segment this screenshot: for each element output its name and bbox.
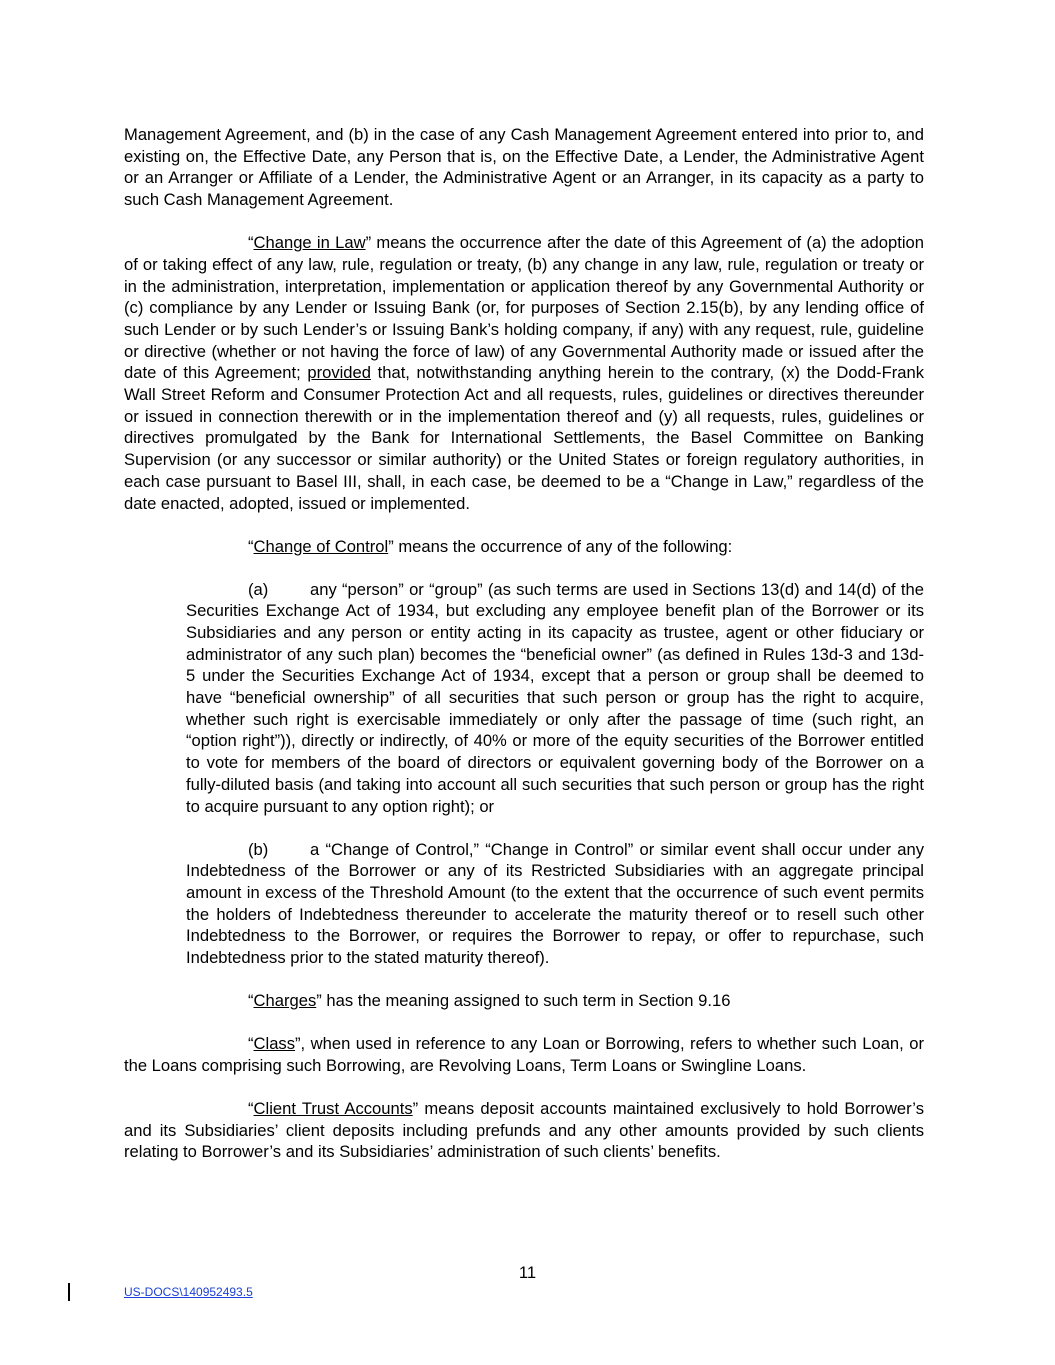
open-quote: “	[248, 1034, 254, 1054]
definition-text: ” has the meaning assigned to such term in Section 9.16	[316, 991, 731, 1011]
definition-text: ” means the occurrence of any of the following:	[388, 536, 733, 556]
definition-class	[124, 1033, 924, 1076]
change-of-control-clause-a	[186, 579, 924, 818]
definition-text: ”, when used in reference to any Loan or Borrowing, refers to whether such Loan, or the Loans comprising such Borrowing, are Revolving Loans, Term Loans or Swingline Loans.	[124, 1034, 924, 1075]
defined-term: Client Trust Accounts	[253, 1098, 413, 1118]
defined-term: Charges	[253, 991, 317, 1011]
open-quote: “	[248, 536, 254, 556]
open-quote: “	[248, 233, 254, 253]
definition-text-continued: that, notwithstanding anything herein to the contrary, (x) the Dodd-Frank Wall Street Reform and Consumer Protection Act and all requests, rules, guidelines or directives thereunder or issued in connection therewith or in the implementation thereof and (y) all requests, rules, guidelines or directives promulgated by the Bank for International Settlements, the Basel Committee on Banking Supervision (or any successor or similar authority) or the United States or foreign regulatory authorities, in each case pursuant to Basel III, shall, in each case, be deemed to be a “Change in Law,” regardless of the date enacted, adopted, issued or implemented.	[124, 363, 925, 513]
definition-change-in-law	[124, 232, 924, 514]
definition-text: ” means the occurrence after the date of this Agreement of (a) the adoption of or taking effect of any law, rule, regulation or treaty, (b) any change in any law, rule, regulation or treaty or in the administration, interpretation, implementation or application thereof by any Governmental Authority or (c) compliance by any Lender or Issuing Bank (or, for purposes of Section 2.15(b), by any lending office of such Lender or by such Lender’s or Issuing Bank’s holding company, if any) with any request, rule, guideline or directive (whether or not having the force of law) of any Governmental Authority made or issued after the date of this Agreement;	[124, 233, 924, 383]
defined-term: Class	[253, 1034, 296, 1054]
open-quote: “	[248, 991, 254, 1011]
definition-text: ” means deposit accounts maintained exclusively to hold Borrower’s and its Subsidiaries’ client deposits including prefunds and any other amounts provided by such clients relating to Borrower’s and its Subsidiaries’ administration of such clients’ benefits.	[124, 1098, 924, 1162]
open-quote: “	[248, 1098, 254, 1118]
definition-charges	[124, 990, 924, 1012]
cash-management-paragraph	[124, 124, 924, 211]
clause-label: (a)	[248, 579, 269, 599]
clause-label: (b)	[248, 839, 269, 859]
defined-term: Change in Law	[253, 233, 366, 253]
clause-text: a “Change of Control,” “Change in Control” or similar event shall occur under any Indebtedness of the Borrower or any of its Restricted Subsidiaries with an aggregate principal amount in excess of the Threshold Amount (to the extent that the occurrence of such event permits the holders of Indebtedness thereunder to accelerate the maturity thereof or to resell such other Indebtedness to the Borrower, or requires the Borrower to repay, or offer to repurchase, such Indebtedness prior to the stated maturity thereof).	[186, 839, 924, 968]
definition-change-of-control	[124, 536, 924, 558]
clause-text: any “person” or “group” (as such terms are used in Sections 13(d) and 14(d) of the Securities Exchange Act of 1934, but excluding any employee benefit plan of the Borrower or its Subsidiaries and any person or entity acting in its capacity as trustee, agent or other fiduciary or administrator of any such plan) becomes the “beneficial owner” (as defined in Rules 13d-3 and 13d-5 under the Securities Exchange Act of 1934, except that a person or group shall be deemed to have “beneficial ownership” of all securities that such person or group has the right to acquire, whether such right is exercisable immediately or only after the passage of time (such right, an “option right”)), directly or indirectly, of 40% or more of the equity securities of the Borrower entitled to vote for members of the board of directors or equivalent governing body of the Borrower on a fully-diluted basis (and taking into account all such securities that such person or group has the right to acquire pursuant to any option right); or	[186, 579, 924, 816]
page-body	[124, 124, 924, 1184]
document-id-link[interactable]: US-DOCS\140952493.5	[124, 1285, 253, 1299]
paragraph-text: Management Agreement, and (b) in the case of any Cash Management Agreement entered into prior to, and existing on, the Effective Date, any Person that is, on the Effective Date, a Lender, the Administrative Agent or an Arranger or Affiliate of a Lender, the Administrative Agent or an Arranger, in its capacity as a party to such Cash Management Agreement.	[124, 125, 924, 210]
change-of-control-clause-b	[186, 839, 924, 969]
definition-client-trust-accounts	[124, 1098, 924, 1163]
provided-term: provided	[307, 363, 371, 383]
revision-bar	[68, 1283, 70, 1301]
defined-term: Change of Control	[253, 536, 389, 556]
page-number: 11	[518, 1263, 537, 1282]
